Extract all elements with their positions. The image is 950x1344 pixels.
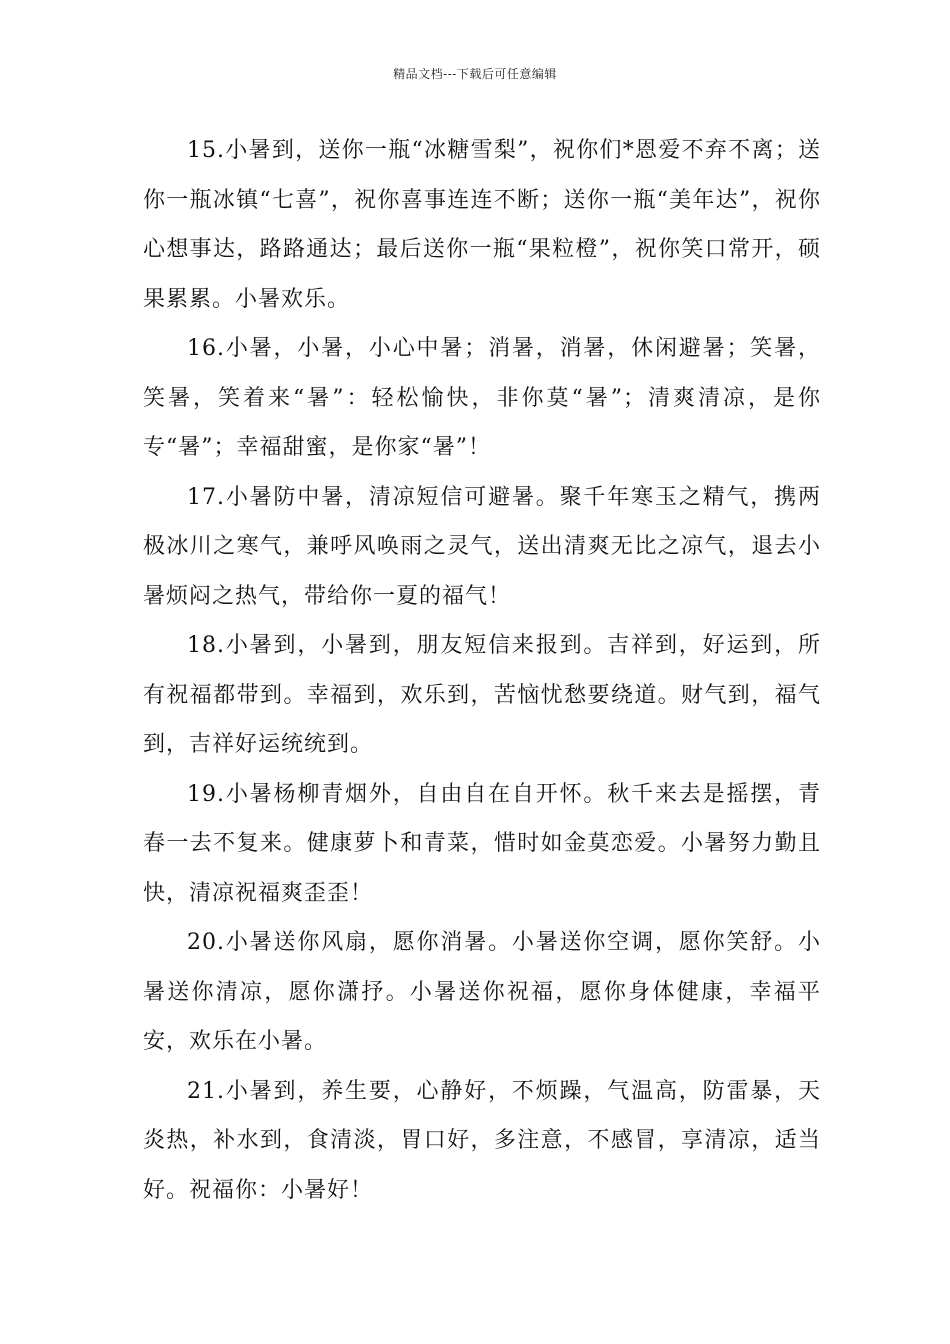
paragraph-18: 18.小暑到，小暑到，朋友短信来报到。吉祥到，好运到，所有祝福都带到。幸福到，欢乐到，苦恼忧愁要绕道。财气到，福气到，吉祥好运统统到。: [143, 633, 821, 757]
page-header: 精品文档---下载后可任意编辑: [393, 67, 557, 81]
document-body: [143, 126, 821, 1215]
paragraph-21: 21.小暑到，养生要，心静好，不烦躁，气温高，防雷暴，天炎热，补水到，食清淡，胃口好，多注意，不感冒，享清凉，适当好。祝福你：小暑好！: [143, 1078, 821, 1203]
paragraph-19: 19.小暑杨柳青烟外，自由自在自开怀。秋千来去是摇摆，青春一去不复来。健康萝卜和青菜，惜时如金莫恋爱。小暑努力勤且快，清凉祝福爽歪歪！: [143, 781, 821, 906]
paragraph-20: 20.小暑送你风扇，愿你消暑。小暑送你空调，愿你笑舒。小暑送你清凉，愿你潇抒。小暑送你祝福，愿你身体健康，幸福平安，欢乐在小暑。: [143, 930, 821, 1054]
paragraph-16: 16.小暑，小暑，小心中暑；消暑，消暑，休闲避暑；笑暑，笑暑，笑着来“暑”：轻松愉快，非你莫“暑”；清爽清凉，是你专“暑”；幸福甜蜜，是你家“暑”！: [143, 336, 821, 460]
paragraph-17: 17.小暑防中暑，清凉短信可避暑。聚千年寒玉之精气，携两极冰川之寒气，兼呼风唤雨之灵气，送出清爽无比之凉气，退去小暑烦闷之热气，带给你一夏的福气！: [143, 484, 821, 609]
paragraph-15: 15.小暑到，送你一瓶“冰糖雪梨”，祝你们*恩爱不弃不离；送你一瓶冰镇“七喜”，祝你喜事连连不断；送你一瓶“美年达”，祝你心想事达，路路通达；最后送你一瓶“果粒橙”，祝你笑口常开，硕果累累。小暑欢乐。: [143, 138, 821, 312]
